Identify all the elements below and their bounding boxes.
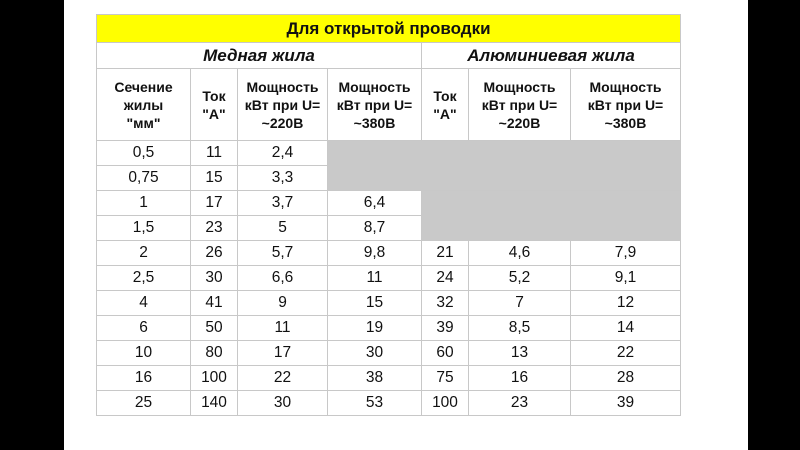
table-row: [97, 291, 681, 316]
aluminum-power-380-header: Мощность кВт при U= ~380В: [571, 69, 681, 141]
copper-power-220-cell: 3,7: [238, 191, 328, 216]
table-row: [97, 391, 681, 416]
table-row: [97, 191, 681, 216]
aluminum-power-380-cell: 22: [571, 341, 681, 366]
section-cell: 10: [97, 341, 191, 366]
aluminum-power-220-cell: 5,2: [469, 266, 571, 291]
section-cell: 6: [97, 316, 191, 341]
copper-current-cell: 11: [191, 141, 238, 166]
copper-power-220-cell: 2,4: [238, 141, 328, 166]
copper-power-380-cell: 8,7: [328, 216, 422, 241]
copper-current-cell: 26: [191, 241, 238, 266]
copper-power-380-cell: 9,8: [328, 241, 422, 266]
aluminum-current-cell: 24: [422, 266, 469, 291]
no-data-block: [328, 141, 681, 191]
aluminum-power-380-cell: 12: [571, 291, 681, 316]
aluminum-power-380-cell: 28: [571, 366, 681, 391]
copper-current-cell: 80: [191, 341, 238, 366]
table-row: [97, 316, 681, 341]
aluminum-power-220-cell: 16: [469, 366, 571, 391]
copper-current-cell: 30: [191, 266, 238, 291]
aluminum-current-cell: 32: [422, 291, 469, 316]
copper-power-220-cell: 9: [238, 291, 328, 316]
copper-power-220-cell: 17: [238, 341, 328, 366]
table-title: Для открытой проводки: [97, 15, 681, 43]
copper-power-220-cell: 5: [238, 216, 328, 241]
section-cell: 2: [97, 241, 191, 266]
aluminum-current-cell: 100: [422, 391, 469, 416]
copper-power-220-cell: 11: [238, 316, 328, 341]
section-cell: 2,5: [97, 266, 191, 291]
aluminum-current-cell: 60: [422, 341, 469, 366]
copper-power-380-header: Мощность кВт при U= ~380В: [328, 69, 422, 141]
aluminum-power-220-cell: 8,5: [469, 316, 571, 341]
section-cell: 25: [97, 391, 191, 416]
aluminum-power-380-cell: 9,1: [571, 266, 681, 291]
aluminum-current-cell: 75: [422, 366, 469, 391]
copper-power-220-header: Мощность кВт при U= ~220В: [238, 69, 328, 141]
table-row: [97, 266, 681, 291]
section-cell: 16: [97, 366, 191, 391]
section-cell: 4: [97, 291, 191, 316]
aluminum-current-cell: 39: [422, 316, 469, 341]
copper-current-cell: 15: [191, 166, 238, 191]
aluminum-power-220-cell: 4,6: [469, 241, 571, 266]
aluminum-power-380-cell: 7,9: [571, 241, 681, 266]
table-row: [97, 241, 681, 266]
section-cell: 0,75: [97, 166, 191, 191]
copper-power-380-cell: 53: [328, 391, 422, 416]
table-row: [97, 366, 681, 391]
table-row: [97, 341, 681, 366]
copper-power-380-cell: 30: [328, 341, 422, 366]
copper-current-cell: 23: [191, 216, 238, 241]
section-header: Сечение жилы "мм": [97, 69, 191, 141]
copper-power-220-cell: 6,6: [238, 266, 328, 291]
copper-power-380-cell: 19: [328, 316, 422, 341]
table-row: [97, 141, 681, 166]
copper-power-380-cell: 11: [328, 266, 422, 291]
copper-current-cell: 50: [191, 316, 238, 341]
aluminum-current-cell: 21: [422, 241, 469, 266]
no-data-block: [422, 191, 681, 241]
copper-power-220-cell: 3,3: [238, 166, 328, 191]
copper-power-220-cell: 30: [238, 391, 328, 416]
aluminum-power-380-cell: 39: [571, 391, 681, 416]
section-cell: 1,5: [97, 216, 191, 241]
section-cell: 1: [97, 191, 191, 216]
cable-table: [96, 14, 681, 416]
copper-current-cell: 140: [191, 391, 238, 416]
aluminum-power-380-cell: 14: [571, 316, 681, 341]
copper-current-cell: 41: [191, 291, 238, 316]
copper-power-220-cell: 22: [238, 366, 328, 391]
aluminum-power-220-cell: 23: [469, 391, 571, 416]
copper-power-380-cell: 15: [328, 291, 422, 316]
copper-power-220-cell: 5,7: [238, 241, 328, 266]
copper-group-header: Медная жила: [97, 43, 422, 69]
copper-power-380-cell: 38: [328, 366, 422, 391]
aluminum-power-220-header: Мощность кВт при U= ~220В: [469, 69, 571, 141]
copper-power-380-cell: 6,4: [328, 191, 422, 216]
section-cell: 0,5: [97, 141, 191, 166]
aluminum-group-header: Алюминиевая жила: [422, 43, 681, 69]
aluminum-current-header: Ток "А": [422, 69, 469, 141]
copper-current-cell: 100: [191, 366, 238, 391]
aluminum-power-220-cell: 13: [469, 341, 571, 366]
copper-current-cell: 17: [191, 191, 238, 216]
copper-current-header: Ток "А": [191, 69, 238, 141]
aluminum-power-220-cell: 7: [469, 291, 571, 316]
